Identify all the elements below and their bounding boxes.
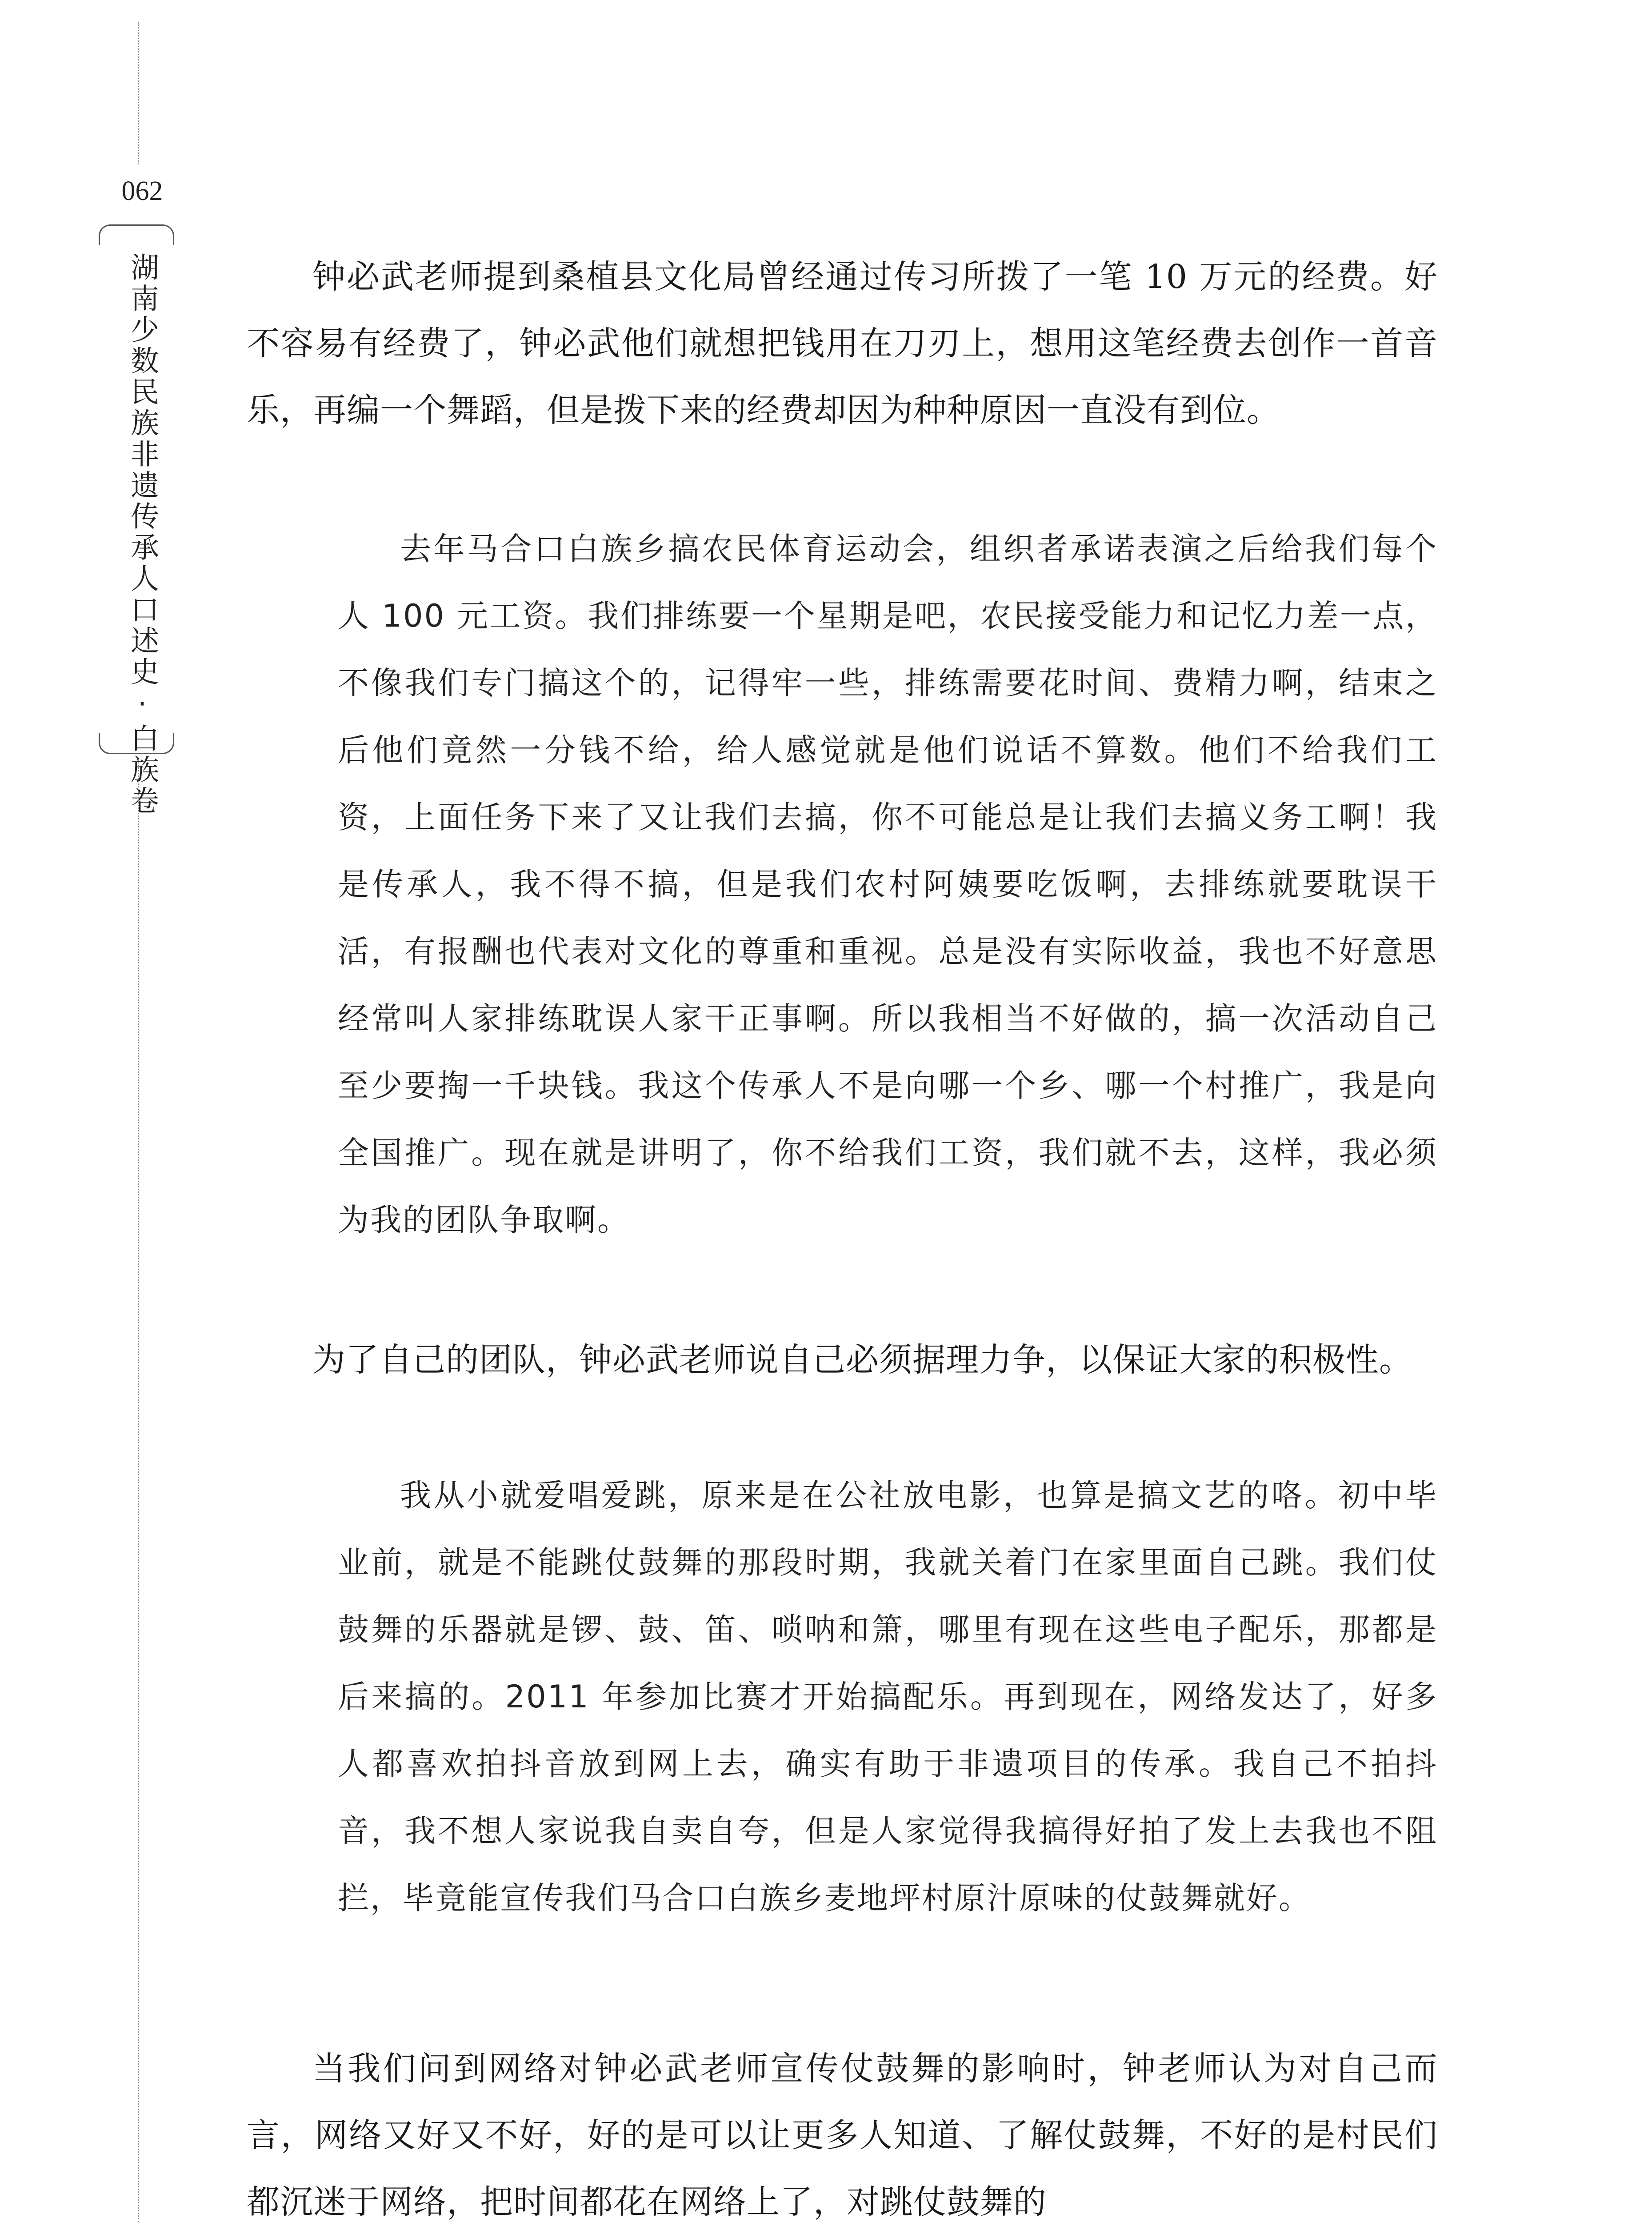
body-paragraph-2: 为了自己的团队，钟必武老师说自己必须据理力争，以保证大家的积极性。 — [312, 1341, 1412, 1379]
quote-block-1: 去年马合口白族乡搞农民体育运动会，组织者承诺表演之后给我们每个人 100 元工资。我们排练要一个星期是吧，农民接受能力和记忆力差一点，不像我们专门搞这个的，记得牢一些，排练需要花时间、费精力啊，结束之后他们竟然一分钱不给，给人感觉就是他们说话不算数。他们不给我们工资，上面任务下来了又让我们去搞，你不可能总是让我们去搞义务工啊！我是传承人，我不得不搞，但是我们农村阿姨要吃饭啊，去排练就要耽误干活，有报酬也代表对文化的尊重和重视。总是没有实际收益，我也不好意思经常叫人家排练耽误人家干正事啊。所以我相当不好做的，搞一次活动自己至少要掏一千块钱。我这个传承人不是向哪一个乡、哪一个村推广，我是向全国推广。现在就是讲明了，你不给我们工资，我们就不去，这样，我必须为我的团队争取啊。 — [338, 531, 1438, 1238]
margin-dotted-rule-bottom — [138, 759, 139, 2222]
margin-dotted-rule-top — [138, 22, 139, 164]
page-number: 062 — [121, 176, 163, 206]
running-title-bracket-top — [99, 224, 174, 245]
running-title-bracket-bottom — [99, 733, 174, 754]
quote-block-2: 我从小就爱唱爱跳，原来是在公社放电影，也算是搞文艺的咯。初中毕业前，就是不能跳仗鼓舞的那段时期，我就关着门在家里面自己跳。我们仗鼓舞的乐器就是锣、鼓、笛、唢呐和箫，哪里有现在这些电子配乐，那都是后来搞的。2011 年参加比赛才开始搞配乐。再到现在，网络发达了，好多人都喜欢拍抖音放到网上去，确实有助于非遗项目的传承。我自己不拍抖音，我不想人家说我自卖自夸，但是人家觉得我搞得好拍了发上去我也不阻拦，毕竟能宣传我们马合口白族乡麦地坪村原汁原味的仗鼓舞就好。 — [338, 1477, 1438, 1916]
running-title: 湖南少数民族非遗传承人口述史·白族卷 — [126, 252, 159, 817]
body-paragraph-3: 当我们问到网络对钟必武老师宣传仗鼓舞的影响时，钟老师认为对自己而言，网络又好又不好，好的是可以让更多人知道、了解仗鼓舞，不好的是村民们都沉迷于网络，把时间都花在网络上了，对跳仗鼓舞的 — [247, 2050, 1438, 2221]
body-paragraph-1: 钟必武老师提到桑植县文化局曾经通过传习所拨了一笔 10 万元的经费。好不容易有经费了，钟必武他们就想把钱用在刀刃上，想用这笔经费去创作一首音乐，再编一个舞蹈，但是拨下来的经费却因为种种原因一直没有到位。 — [247, 258, 1438, 429]
